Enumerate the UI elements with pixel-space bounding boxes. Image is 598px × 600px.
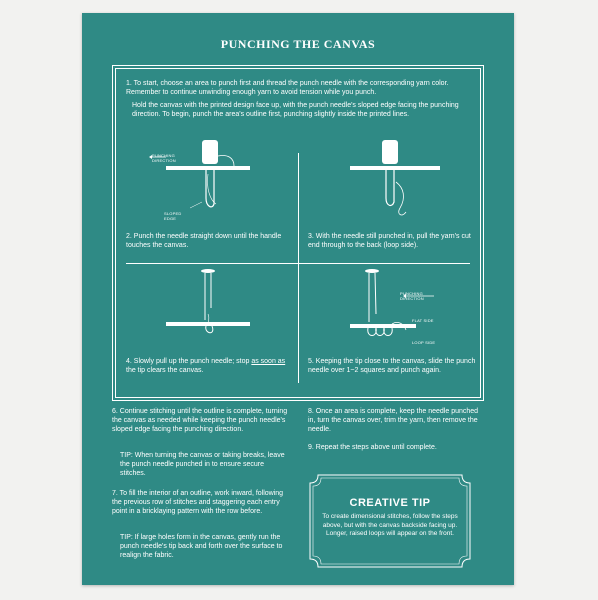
sloped-edge-label: SLOPED EDGE bbox=[164, 211, 182, 221]
step-3-illustration bbox=[344, 138, 474, 233]
step-4-illustration bbox=[142, 268, 292, 368]
step-2-text: 2. Punch the needle straight down until the handle touches the canvas. bbox=[126, 233, 282, 249]
creative-tip-heading: CREATIVE TIP bbox=[349, 497, 431, 509]
step-7-text: 7. To fill the interior of an outline, work inward, following the previous row of stitches and staggering each entry point in a bricklaying pattern with the row before. bbox=[112, 490, 284, 515]
grid-divider-vertical bbox=[298, 153, 299, 383]
loop-side-label: LOOP SIDE bbox=[412, 340, 436, 345]
step-5-text: 5. Keeping the tip close to the canvas, slide the punch needle over 1~2 squares and punch again. bbox=[308, 358, 476, 374]
tip-2-text: TIP: If large holes form in the canvas, gently run the punch needle's tip back and forth over the surface to realign the fabric. bbox=[120, 534, 283, 559]
step-9-text: 9. Repeat the steps above until complete. bbox=[308, 444, 437, 451]
step-4-text: 4. Slowly pull up the punch needle; stop as soon as the tip clears the canvas. bbox=[126, 358, 286, 374]
instruction-sheet bbox=[82, 13, 514, 585]
grid-divider-horizontal bbox=[126, 263, 470, 264]
tip-1-text: TIP: When turning the canvas or taking breaks, leave the punch needle punched in to ensure secure stitches. bbox=[120, 452, 285, 477]
step-6-text: 6. Continue stitching until the outline is complete, turning the canvas as needed while keeping the punch needle's sloped edge facing the punching direction. bbox=[112, 408, 288, 433]
step-8-text: 8. Once an area is complete, keep the needle punched in, turn the canvas over, trim the yarn, then remove the needle. bbox=[308, 408, 479, 433]
punching-direction-label-2: PUNCHING DIRECTION bbox=[400, 291, 424, 301]
punching-direction-label: PUNCHING DIRECTION bbox=[152, 153, 176, 163]
flat-side-label: FLAT SIDE bbox=[412, 318, 434, 323]
step-1-text: 1. To start, choose an area to punch first and thread the punch needle with the corresponding yarn color. Remember to continue unwinding enough yarn to avoid tension while you punch. bbox=[126, 80, 449, 96]
creative-tip-text: To create dimensional stitches, follow the steps above, but with the canvas backside facing up. Longer, raised loops will appear on the front. bbox=[322, 513, 458, 537]
step-1-note: Hold the canvas with the printed design face up, with the punch needle's sloped edge facing the punching direction. To begin, punch the area's outline first, punching slightly inside the printed lines. bbox=[132, 102, 459, 118]
creative-tip-box bbox=[308, 473, 472, 569]
step-3-text: 3. With the needle still punched in, pull the yarn's cut end through to the back (loop side). bbox=[308, 233, 471, 249]
page-title: PUNCHING THE CANVAS bbox=[220, 37, 376, 51]
